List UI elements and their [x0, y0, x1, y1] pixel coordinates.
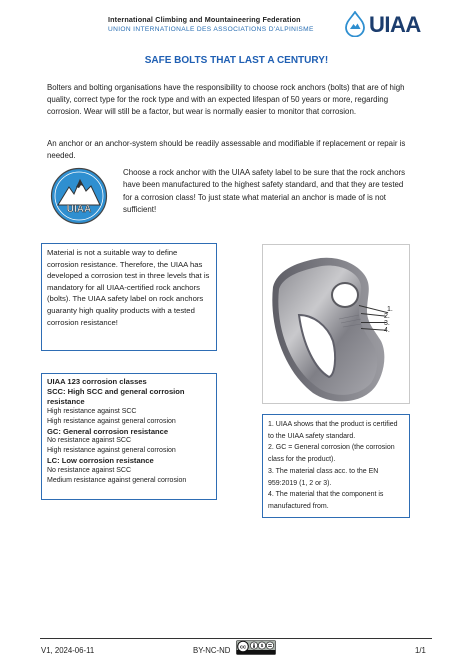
marker-1: 1.	[387, 306, 393, 313]
corrosion-classes-box	[41, 373, 217, 500]
org-name-en: International Climbing and Mountaineering Federation	[108, 15, 301, 24]
class-scc-title: SCC: High SCC and general corrosion resistance	[47, 386, 185, 406]
uiaa-logo-text: UIAA	[369, 12, 421, 37]
seal-label: UIAA	[66, 204, 92, 215]
marker-line-3	[361, 322, 386, 323]
anchor-system-paragraph: An anchor or an anchor-system should be readily assessable and modifiable if replacement or repair is needed.	[47, 139, 406, 161]
footer-divider	[40, 638, 432, 639]
org-name-fr: UNION INTERNATIONALE DES ASSOCIATIONS D'ALPINISME	[108, 26, 314, 33]
marking-legend-box	[262, 414, 410, 518]
uiaa-safety-label-icon	[50, 167, 108, 225]
intro-paragraph: Bolters and bolting organisations have the responsibility to choose rock anchors (bolts) that are of high quality, correct type for the rock type and with an expected lifespan of 50 years or more, regarding corrosion. Wear will still be a factor, but wear is normally easier to monitor that corrosion.	[47, 83, 405, 117]
classes-heading: UIAA 123 corrosion classes	[47, 377, 147, 386]
class-gc-line: High resistance against general corrosion	[47, 447, 176, 455]
cc-by-nc-nd-icon	[236, 640, 276, 655]
legend-item: 4. The material that the component is manufactured from.	[268, 491, 384, 510]
class-lc-line: No resistance against SCC	[47, 467, 132, 475]
page-title: SAFE BOLTS THAT LAST A CENTURY!	[144, 55, 329, 66]
class-scc-line: High resistance against SCC	[47, 407, 137, 415]
footer-page: 1/1	[415, 646, 426, 655]
class-lc-line: Medium resistance against general corrosion	[47, 477, 187, 485]
svg-text:cc: cc	[239, 644, 247, 651]
class-lc-title: LC: Low corrosion resistance	[47, 456, 154, 466]
corrosion-info-box: Material is not a suitable way to define corrosion resistance. Therefore, the UIAA has developed a corrosion test in three levels that is mandatory for all UIAA-certified rock anchors (bolts). The UIAA safety label on rock anchors guaranty high quality products with a tested corrosion resistance!	[41, 243, 217, 351]
choose-anchor-paragraph: Choose a rock anchor with the UIAA safety label to be sure that the rock anchors have been manufactured to the highest safety standard, and that they are tested for a corrosion class! To just state what material an anchor is made of is not sufficient!	[123, 168, 406, 214]
class-gc-line: No resistance against SCC	[47, 437, 132, 445]
rock-anchor-hanger-photo	[262, 244, 410, 404]
svg-text:$: $	[260, 643, 264, 649]
footer-license: BY-NC-ND	[193, 646, 231, 655]
legend-item: 1. UIAA shows that the product is certified to the UIAA safety standard.	[268, 421, 398, 440]
legend-item: 2. GC = General corrosion (the corrosion class for the product).	[268, 444, 395, 464]
uiaa-drop-icon	[343, 11, 367, 37]
class-gc-title: GC: General corrosion resistance	[47, 426, 169, 436]
marker-4: 4.	[384, 327, 390, 334]
footer-version: V1, 2024-06-11	[41, 646, 95, 655]
legend-item: 3. The material class acc. to the EN 959:2019 (1, 2 or 3).	[268, 467, 379, 487]
marker-3: 3.	[384, 320, 390, 327]
marker-2: 2.	[384, 313, 390, 320]
class-scc-line: High resistance against general corrosion	[47, 417, 176, 425]
